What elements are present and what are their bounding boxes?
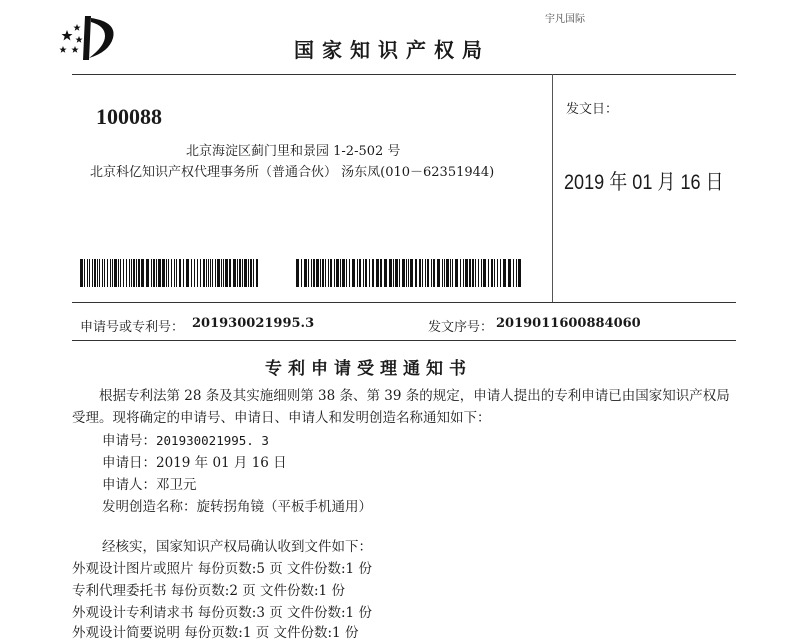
- barcode-bar: [352, 259, 355, 287]
- field-label: 发明创造名称：: [102, 499, 197, 515]
- barcode-bar: [102, 259, 103, 287]
- barcode-bar: [120, 259, 121, 287]
- header-divider: [72, 74, 736, 75]
- barcode-bar: [316, 259, 319, 287]
- barcode-bar: [194, 259, 195, 287]
- barcode-bar: [469, 259, 471, 287]
- barcode-bar: [425, 259, 426, 287]
- notice-title: 专利申请受理通知书: [265, 359, 472, 379]
- barcode-bar: [460, 259, 461, 287]
- field-application-number: [102, 429, 269, 449]
- barcode-left: [80, 259, 258, 287]
- field-value: 旋转拐角镜（平板手机通用）: [196, 499, 372, 515]
- barcode-bar: [301, 259, 302, 287]
- barcode-bar: [221, 259, 222, 287]
- barcode-bar: [483, 259, 486, 287]
- barcode-bar: [455, 259, 458, 287]
- barcode-bar: [444, 259, 445, 287]
- barcode-bar: [250, 259, 252, 287]
- barcode-bar: [242, 259, 243, 287]
- file-list-item: 外观设计专利请求书 每份页数:3 页 文件份数:1 份: [72, 605, 372, 621]
- barcode-bar: [114, 259, 117, 287]
- barcode-bar: [183, 259, 184, 287]
- barcode-bar: [365, 259, 367, 287]
- barcode-bar: [408, 259, 409, 287]
- barcode-bar: [437, 259, 440, 287]
- barcode-bar: [393, 259, 394, 287]
- barcode-bar: [442, 259, 443, 287]
- barcode-bar: [223, 259, 224, 287]
- barcode-bar: [363, 259, 364, 287]
- barcode-bar: [349, 259, 350, 287]
- barcode-bar: [92, 259, 93, 287]
- barcode-bar: [399, 259, 400, 287]
- barcode-bar: [304, 259, 307, 287]
- barcode-right: [296, 259, 522, 287]
- barcode-bar: [186, 259, 189, 287]
- barcode-bar: [488, 259, 489, 287]
- file-list-item: 专利代理委托书 每份页数:2 页 文件份数:1 份: [72, 583, 345, 599]
- barcode-bar: [328, 259, 329, 287]
- barcode-bar: [112, 259, 113, 287]
- barcode-bar: [229, 259, 231, 287]
- barcode-bar: [253, 259, 254, 287]
- cnipa-logo-icon: [55, 12, 121, 64]
- barcode-bar: [131, 259, 132, 287]
- barcode-bar: [503, 259, 506, 287]
- postcode: 100088: [96, 104, 162, 129]
- barcode-bar: [452, 259, 453, 287]
- barcode-bar: [320, 259, 321, 287]
- barcode-bar: [225, 259, 228, 287]
- barcode-bar: [208, 259, 209, 287]
- barcode-bar: [87, 259, 88, 287]
- numbers-top-divider: [72, 302, 736, 303]
- barcode-bar: [369, 259, 370, 287]
- barcode-bar: [433, 259, 435, 287]
- barcode-bar: [500, 259, 501, 287]
- barcode-bar: [158, 259, 161, 287]
- barcode-bar: [206, 259, 207, 287]
- barcode-bar: [380, 259, 382, 287]
- barcode-bar: [410, 259, 413, 287]
- barcode-bar: [80, 259, 83, 287]
- barcode-bar: [118, 259, 119, 287]
- barcode-bar: [478, 259, 479, 287]
- barcode-bar: [422, 259, 423, 287]
- recipient-agency-contact: 北京科亿知识产权代理事务所（普通合伙） 汤东凤(010－62351944): [90, 165, 495, 180]
- barcode-bar: [217, 259, 220, 287]
- barcode-bar: [244, 259, 247, 287]
- date-column-divider: [552, 74, 553, 302]
- barcode-bar: [372, 259, 374, 287]
- barcode-bar: [104, 259, 105, 287]
- barcode-bar: [494, 259, 495, 287]
- barcode-bar: [384, 259, 387, 287]
- barcode-bar: [336, 259, 339, 287]
- barcode-bar: [491, 259, 493, 287]
- barcode-bar: [342, 259, 345, 287]
- barcode-bar: [237, 259, 238, 287]
- barcode-bar: [325, 259, 326, 287]
- barcode-bar: [123, 259, 124, 287]
- barcode-bar: [330, 259, 332, 287]
- barcode-bar: [256, 259, 258, 287]
- barcode-bar: [136, 259, 137, 287]
- dispatch-number-label: 发文序号：: [428, 320, 494, 335]
- barcode-bar: [376, 259, 379, 287]
- barcode-bar: [346, 259, 347, 287]
- barcode-bar: [334, 259, 335, 287]
- recipient-address: 北京海淀区蓟门里和景园 1-2-502 号: [186, 144, 401, 159]
- filing-date-value: 2019 年 01 月 16 日: [564, 171, 724, 194]
- barcode-bar: [210, 259, 211, 287]
- barcode-bar: [296, 259, 299, 287]
- barcode-bar: [126, 259, 127, 287]
- barcode-bar: [179, 259, 181, 287]
- barcode-bar: [212, 259, 213, 287]
- barcode-bar: [308, 259, 309, 287]
- barcode-bar: [110, 259, 111, 287]
- barcode-bar: [174, 259, 175, 287]
- barcode-bar: [516, 259, 517, 287]
- barcode-bar: [97, 259, 98, 287]
- barcode-bar: [406, 259, 407, 287]
- field-applicant: [102, 473, 197, 493]
- application-number-label: 申请号或专利号：: [80, 320, 185, 335]
- application-number-value: 201930021995.3: [192, 316, 315, 331]
- field-invention-title: [102, 495, 372, 515]
- field-application-date: [102, 451, 287, 471]
- barcode-bar: [389, 259, 392, 287]
- barcode-bar: [415, 259, 417, 287]
- barcode-bar: [233, 259, 236, 287]
- barcode-bar: [513, 259, 514, 287]
- barcode-bar: [133, 259, 135, 287]
- barcode-bar: [402, 259, 405, 287]
- file-list-item: 外观设计图片或照片 每份页数:5 页 文件份数:1 份: [72, 561, 372, 577]
- barcode-bar: [156, 259, 157, 287]
- field-value: 201930021995. 3: [156, 433, 269, 448]
- numbers-bottom-divider: [72, 340, 736, 341]
- barcode-bar: [197, 259, 198, 287]
- barcode-bar: [203, 259, 205, 287]
- barcode-bar: [248, 259, 249, 287]
- barcode-bar: [475, 259, 476, 287]
- dispatch-number-value: 2019011600884060: [496, 316, 641, 331]
- field-value: 2019 年 01 月 16 日: [156, 455, 287, 471]
- check-intro: 经核实，国家知识产权局确认收到文件如下：: [102, 539, 372, 555]
- barcode-bar: [508, 259, 511, 287]
- barcode-bar: [465, 259, 468, 287]
- barcode-bar: [313, 259, 315, 287]
- barcode-bar: [322, 259, 324, 287]
- barcode-bar: [168, 259, 169, 287]
- barcode-bar: [129, 259, 130, 287]
- barcode-bar: [446, 259, 449, 287]
- barcode-bar: [146, 259, 149, 287]
- barcode-bar: [141, 259, 144, 287]
- barcode-bar: [359, 259, 361, 287]
- barcode-bar: [431, 259, 432, 287]
- filing-date-label: 发文日：: [566, 102, 619, 117]
- file-list-item: 外观设计简要说明 每份页数:1 页 文件份数:1 份: [72, 625, 359, 641]
- barcode-bar: [357, 259, 358, 287]
- barcode-bar: [84, 259, 85, 287]
- barcode-bar: [239, 259, 241, 287]
- barcode-bar: [427, 259, 429, 287]
- barcode-bar: [107, 259, 108, 287]
- barcode-bar: [162, 259, 165, 287]
- barcode-bar: [481, 259, 482, 287]
- barcode-bar: [215, 259, 216, 287]
- barcode-bar: [151, 259, 152, 287]
- barcode-bar: [518, 259, 521, 287]
- field-value: 邓卫元: [156, 477, 197, 493]
- barcode-bar: [200, 259, 201, 287]
- corner-watermark-text: 宇凡国际: [545, 14, 585, 25]
- barcode-bar: [99, 259, 100, 287]
- barcode-bar: [171, 259, 172, 287]
- notice-paragraph: 根据专利法第 28 条及其实施细则第 38 条、第 39 条的规定，申请人提出的专利申请已由国家知识产权局受理。现将确定的申请号、申请日、申请人和发明创造名称通知如下：: [72, 388, 730, 426]
- barcode-bar: [176, 259, 177, 287]
- barcode-bar: [153, 259, 155, 287]
- barcode-bar: [395, 259, 398, 287]
- barcode-bar: [138, 259, 140, 287]
- barcode-bar: [419, 259, 421, 287]
- barcode-bar: [463, 259, 464, 287]
- barcode-bar: [94, 259, 96, 287]
- field-label: 申请日：: [102, 455, 156, 471]
- barcode-bar: [450, 259, 451, 287]
- barcode-bar: [472, 259, 474, 287]
- field-label: 申请人：: [102, 477, 156, 493]
- barcode-bar: [497, 259, 498, 287]
- barcode-bar: [166, 259, 167, 287]
- agency-name: 国家知识产权局: [294, 38, 490, 62]
- barcode-bar: [191, 259, 192, 287]
- barcode-bar: [311, 259, 312, 287]
- barcode-bar: [89, 259, 90, 287]
- field-label: 申请号：: [102, 433, 156, 449]
- barcode-bar: [340, 259, 341, 287]
